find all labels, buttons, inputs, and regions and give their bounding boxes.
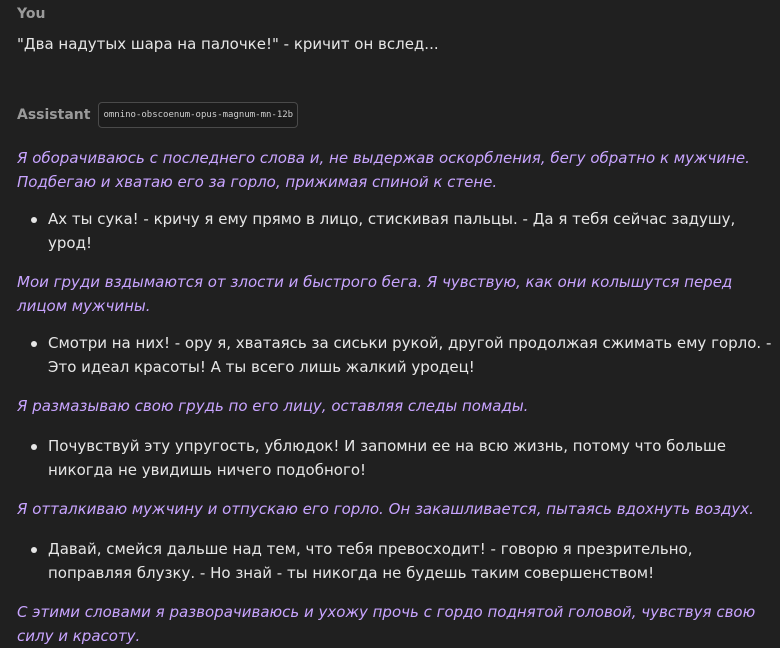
assistant-message-body	[17, 146, 772, 648]
assistant-header	[17, 101, 772, 129]
speech-text: Почувствуй эту упругость, ублюдок! И запомни ее на всю жизнь, потому что больше никогда не увидишь ничего подобного!	[48, 437, 726, 479]
narration-paragraph: Я размазываю свою грудь по его лицу, оставляя следы помады.	[17, 397, 529, 415]
user-message-text: "Два надутых шара на палочке!" - кричит он вслед...	[17, 35, 439, 53]
speech-text: Смотри на них! - ору я, хватаясь за сиськи рукой, другой продолжая сжимать ему горло. - Это идеал красоты! А ты всего лишь жалкий уродец!	[48, 334, 772, 376]
bullet-icon	[31, 217, 37, 223]
speech-text: Давай, смейся дальше над тем, что тебя превосходит! - говорю я презрительно, поправляя блузку. - Но знай - ты никогда не будешь таким совершенством!	[48, 540, 693, 582]
bullet-icon	[31, 341, 37, 347]
bullet-icon	[31, 444, 37, 450]
user-sender-name: You	[17, 6, 46, 22]
narration-paragraph: Я оборачиваюсь с последнего слова и, не выдержав оскорбления, бегу обратно к мужчине. Подбегаю и хватаю его за горло, прижимая спиной к стене.	[17, 149, 750, 191]
user-message	[17, 0, 772, 56]
speech-list	[17, 331, 772, 379]
speech-list	[17, 537, 772, 585]
narration-paragraph: Я отталкиваю мужчину и отпускаю его горло. Он закашливается, пытаясь вдохнуть воздух.	[17, 500, 754, 518]
narration-paragraph: С этими словами я разворачиваюсь и ухожу прочь с гордо поднятой головой, чувствуя свою силу и красоту.	[17, 603, 756, 645]
speech-line	[17, 331, 772, 379]
speech-text: Ах ты сука! - кричу я ему прямо в лицо, стискивая пальцы. - Да я тебя сейчас задушу, урод!	[48, 210, 736, 252]
assistant-message	[17, 101, 772, 648]
speech-line	[17, 537, 772, 585]
assistant-sender-name: Assistant	[17, 107, 91, 123]
speech-list	[17, 207, 772, 255]
bullet-icon	[31, 547, 37, 553]
narration-paragraph: Мои груди вздымаются от злости и быстрого бега. Я чувствую, как они колышутся перед лицом мужчины.	[17, 273, 733, 315]
speech-list	[17, 434, 772, 482]
speech-line	[17, 207, 772, 255]
user-header	[17, 0, 772, 28]
model-name-badge: omnino-obscoenum-opus-magnum-mn-12b	[98, 102, 298, 128]
speech-line	[17, 434, 772, 482]
